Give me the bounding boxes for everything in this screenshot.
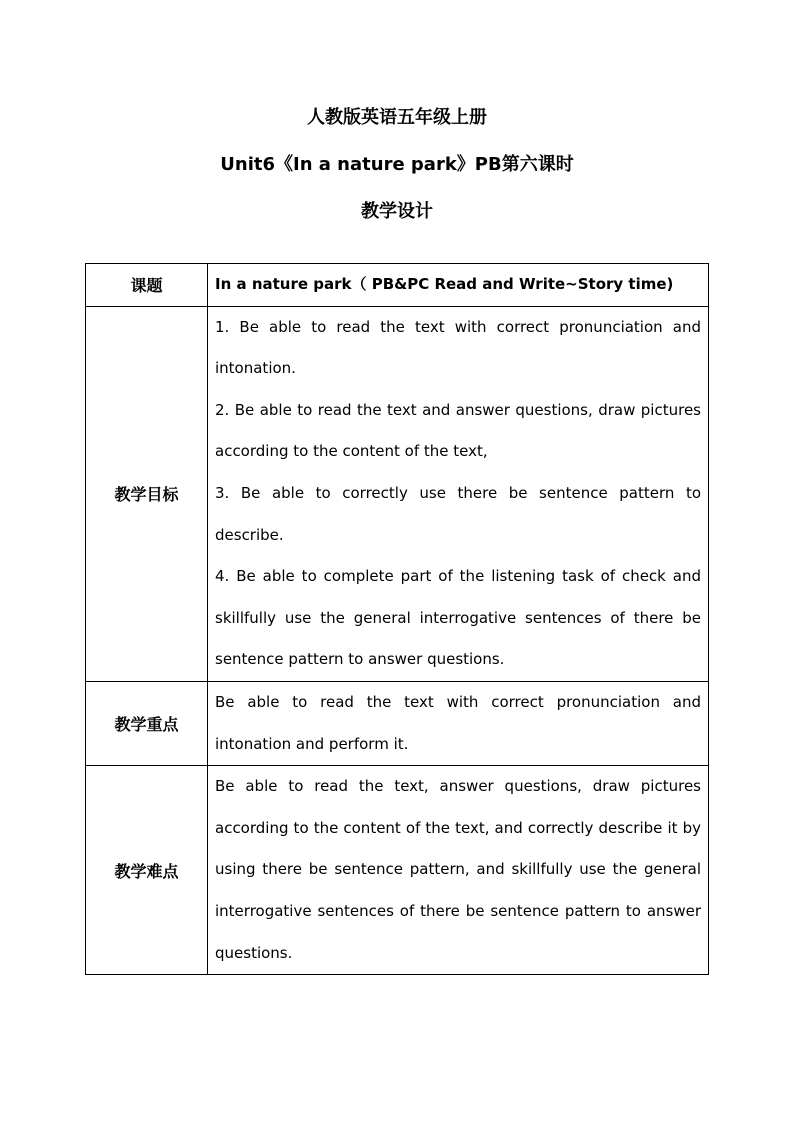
table-row-goals	[86, 306, 709, 681]
topic-cell	[208, 264, 709, 307]
topic-label: 课题	[86, 264, 208, 307]
key-points-text: Be able to read the text with correct pronunciation and intonation and perform it.	[215, 692, 701, 753]
topic-value: In a nature park（ PB&PC Read and Write~Story time)	[215, 275, 674, 293]
key-points-label: 教学重点	[86, 681, 208, 765]
goal-item-2: 2. Be able to read the text and answer questions, draw pictures according to the content of the text,	[215, 400, 701, 461]
goals-cell	[208, 306, 709, 681]
goal-item-3: 3. Be able to correctly use there be sentence pattern to describe.	[215, 483, 701, 544]
difficulties-text: Be able to read the text, answer questions, draw pictures according to the content of the text, and correctly describe it by using there be sentence pattern, and skillfully use the general interrogative sentences of there be sentence pattern to answer questions.	[215, 777, 701, 962]
difficulties-cell	[208, 766, 709, 975]
document-title-textbook: 人教版英语五年级上册	[307, 107, 487, 128]
difficulties-label: 教学难点	[86, 766, 208, 975]
lesson-plan-table	[85, 263, 709, 975]
table-row-difficulties	[86, 766, 709, 975]
document-header	[0, 103, 794, 244]
goal-item-1: 1. Be able to read the text with correct pronunciation and intonation.	[215, 317, 701, 378]
goal-item-4: 4. Be able to complete part of the listening task of check and skillfully use the general interrogative sentences of there be sentence pattern to answer questions.	[215, 567, 701, 669]
table-row-topic	[86, 264, 709, 307]
goals-label: 教学目标	[86, 306, 208, 681]
key-points-cell	[208, 681, 709, 765]
document-title-design: 教学设计	[361, 201, 433, 222]
document-title-unit: Unit6《In a nature park》PB第六课时	[220, 154, 574, 175]
table-row-key-points	[86, 681, 709, 765]
